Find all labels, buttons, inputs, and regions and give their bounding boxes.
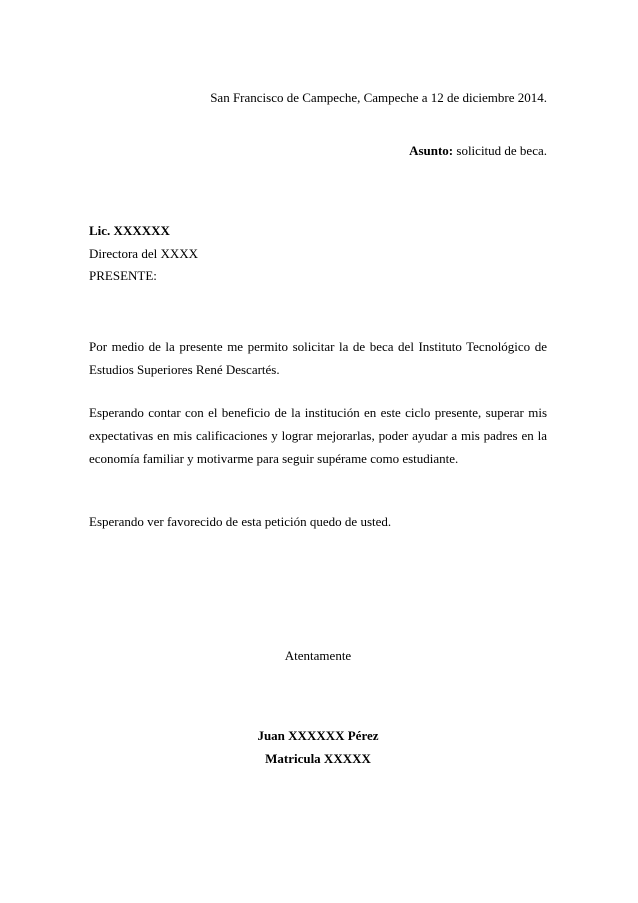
subject-line xyxy=(89,143,547,159)
subject-value: solicitud de beca. xyxy=(456,143,547,158)
signer-name-text: Juan XXXXXX Pérez xyxy=(257,728,379,743)
closing-salutation: Atentamente xyxy=(284,648,352,663)
body-paragraph-2: Esperando contar con el beneficio de la institución en este ciclo presente, superar mis expectativas en mis calificaciones y lograr mejorarlas, poder ayudar a mis padres en la economía familiar y motivarme para seguir supérame como estudiante. xyxy=(89,405,547,466)
signer-name xyxy=(89,728,547,744)
body-paragraph-1: Por medio de la presente me permito solicitar la de beca del Instituto Tecnológico de Estudios Superiores René Descartés. xyxy=(89,339,547,377)
recipient-title: Directora del XXXX xyxy=(89,246,199,261)
signer-id xyxy=(89,751,547,767)
recipient-name-text: Lic. XXXXXX xyxy=(89,223,170,238)
recipient-presente: PRESENTE: xyxy=(89,268,157,283)
signer-id-text: Matricula XXXXX xyxy=(265,751,371,766)
recipient-name xyxy=(89,223,170,239)
subject-label: Asunto: xyxy=(409,143,454,158)
place-date-line: San Francisco de Campeche, Campeche a 12 de diciembre 2014. xyxy=(210,90,547,105)
body-paragraph-3: Esperando ver favorecido de esta petición quedo de usted. xyxy=(89,514,392,529)
